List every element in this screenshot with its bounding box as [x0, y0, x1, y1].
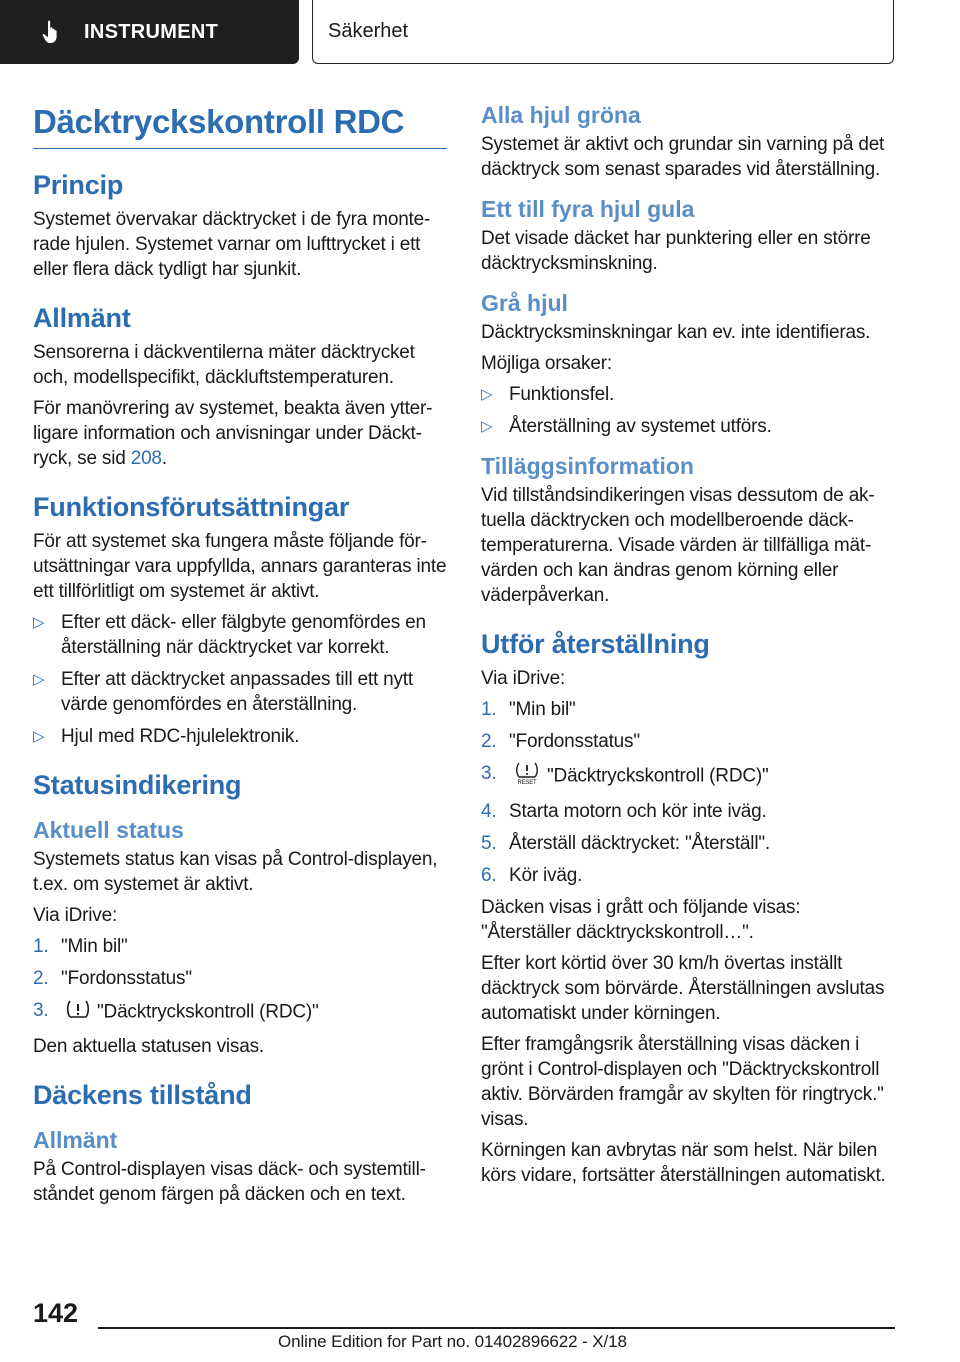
step-number: 2. [33, 968, 49, 989]
paragraph-text: För manövrering av systemet, beakta även ytterligare information och anvisningar under Däcktryck, se sid [33, 398, 433, 469]
footer-edition: Online Edition for Part no. 01402896622 - X/18 [278, 1332, 627, 1351]
step-text: Starta motorn och kör inte iväg. [509, 801, 767, 822]
page-number: 142 [33, 1298, 79, 1328]
step-number: 5. [481, 833, 497, 854]
step-text: "Fordonsstatus" [509, 731, 640, 752]
paragraph-allmant-2 [33, 396, 447, 471]
section-tab-label: Säkerhet [328, 20, 409, 42]
cause-list [481, 382, 895, 439]
reset-icon-label: RESET [517, 780, 537, 785]
paragraph-tillagg: Vid tillståndsindikeringen visas dessutom de aktuella däcktrycken och modellberoende däcktemperaturerna. Visade värden är tillfälliga mätvärden och kan ändras genom körning eller väderpåverkan. [481, 485, 875, 606]
heading-statusindikering: Statusindikering [33, 770, 242, 800]
heading-funktionsforutsattningar: Funktionsförutsättningar [33, 492, 350, 522]
step-text: Återställ däcktrycket: "Återställ". [509, 833, 770, 854]
list-item-text: Hjul med RDC-hjulelektronik. [61, 726, 300, 747]
condition-list [33, 610, 447, 749]
paragraph-text: . [161, 448, 167, 469]
step-number: 1. [33, 936, 49, 957]
list-item [33, 724, 447, 749]
step-item [481, 863, 895, 888]
step-text: "Min bil" [61, 936, 128, 957]
step-item [481, 697, 895, 722]
subheading-allmant: Allmänt [33, 1127, 118, 1153]
heading-dackens-tillstand: Däckens tillstånd [33, 1080, 252, 1110]
step-text: "Däcktryckskontroll (RDC)" [547, 765, 769, 787]
paragraph-gra-2: Möjliga orsaker: [481, 353, 612, 374]
subheading-gra-hjul: Grå hjul [481, 290, 568, 316]
list-item [481, 414, 895, 439]
list-item [33, 667, 447, 717]
right-column [481, 100, 895, 1194]
step-item [33, 998, 447, 1027]
paragraph-aktuell-2: Via iDrive: [33, 905, 118, 926]
step-item [33, 934, 447, 959]
list-item-text: Efter ett däck- eller fälgbyte genomfördes en återställning när däcktrycket var korrekt. [61, 612, 426, 658]
page-header [0, 0, 960, 66]
paragraph-allmant-1: Sensorerna i däckventilerna mäter däcktrycket och, modellspecifikt, däckluftstemperaturen. [33, 342, 415, 388]
step-number: 4. [481, 801, 497, 822]
pointing-hand-icon [40, 19, 66, 45]
paragraph-princip: Systemet övervakar däcktrycket i de fyra monterade hjulen. Systemet varnar om lufttrycket i ett eller flera däck tydligt har sjunkit. [33, 209, 431, 280]
triangle-bullet-icon: ▷ [33, 614, 45, 631]
paragraph-reset-3: Efter kort körtid över 30 km/h övertas inställt däcktryck som börvärde. Återställningen avslutas automatiskt under körningen. [481, 953, 885, 1024]
step-number: 3. [481, 763, 497, 784]
step-item [481, 761, 895, 792]
step-number: 6. [481, 865, 497, 886]
heading-utfor-aterstallning: Utför återställning [481, 629, 710, 659]
step-item [481, 729, 895, 754]
paragraph-tillstand: På Control-displayen visas däck- och systemtillståndet genom färgen på däcken och en text. [33, 1159, 426, 1205]
subheading-alla-hjul-grona: Alla hjul gröna [481, 102, 641, 128]
list-item-text: Efter att däcktrycket anpassades till ett nytt värde genomfördes en återställning. [61, 669, 413, 715]
step-text: "Däcktryckskontroll (RDC)" [97, 1001, 319, 1023]
paragraph-funktion: För att systemet ska fungera måste följande förutsättningar vara uppfyllda, annars garanteras inte ett tillförlitligt om systemet är aktivt. [33, 531, 447, 602]
status-steps [33, 934, 447, 1027]
page-link-208[interactable]: 208 [130, 448, 162, 469]
subheading-tillaggsinformation: Tilläggsinformation [481, 453, 694, 479]
heading-princip: Princip [33, 170, 124, 200]
heading-allmant: Allmänt [33, 303, 131, 333]
list-item [33, 610, 447, 660]
paragraph-reset-5: Körningen kan avbrytas när som helst. När bilen körs vidare, fortsätter återställningen automatiskt. [481, 1140, 886, 1186]
step-text: "Min bil" [509, 699, 576, 720]
step-text: Kör iväg. [509, 865, 583, 886]
step-text: "Fordonsstatus" [61, 968, 192, 989]
subheading-aktuell-status: Aktuell status [33, 817, 184, 843]
step-item [33, 966, 447, 991]
list-item [481, 382, 895, 407]
step-number: 3. [33, 1000, 49, 1021]
triangle-bullet-icon: ▷ [33, 728, 45, 745]
footer-divider [98, 1327, 895, 1329]
tire-pressure-reset-icon [513, 761, 541, 792]
paragraph-gula: Det visade däcket har punktering eller en större däcktrycksminskning. [481, 228, 871, 274]
paragraph-aktuell-3: Den aktuella statusen visas. [33, 1036, 264, 1057]
list-item-text: Funktionsfel. [509, 384, 615, 405]
section-tab[interactable] [312, 0, 894, 64]
paragraph-aktuell-1: Systemets status kan visas på Control-displayen, t.ex. om systemet är aktivt. [33, 849, 438, 895]
chapter-tab[interactable] [0, 0, 299, 64]
step-number: 2. [481, 731, 497, 752]
step-number: 1. [481, 699, 497, 720]
paragraph-reset-4: Efter framgångsrik återställning visas däcken i grönt i Control-displayen och "Däcktryckskontroll aktiv. Börvärden framgår av skylten för ringtryck." visas. [481, 1034, 884, 1130]
paragraph-reset-1: Via iDrive: [481, 668, 566, 689]
step-item [481, 799, 895, 824]
paragraph-grona: Systemet är aktivt och grundar sin varning på det däcktryck som senast sparades vid återställning. [481, 134, 885, 180]
left-column [33, 100, 447, 1213]
paragraph-reset-2: Däcken visas i grått och följande visas: "Återställer däcktryckskontroll…". [481, 897, 801, 943]
subheading-hjul-gula: Ett till fyra hjul gula [481, 196, 695, 222]
chapter-tab-label: INSTRUMENT [84, 20, 219, 43]
reset-steps [481, 697, 895, 888]
triangle-bullet-icon: ▷ [481, 418, 493, 435]
list-item-text: Återställning av systemet utförs. [509, 416, 772, 437]
tire-pressure-warning-icon [65, 998, 91, 1027]
paragraph-gra-1: Däcktrycksminskningar kan ev. inte identifieras. [481, 322, 871, 343]
triangle-bullet-icon: ▷ [33, 671, 45, 688]
triangle-bullet-icon: ▷ [481, 386, 493, 403]
page-title: Däcktryckskontroll RDC [33, 100, 447, 149]
step-item [481, 831, 895, 856]
